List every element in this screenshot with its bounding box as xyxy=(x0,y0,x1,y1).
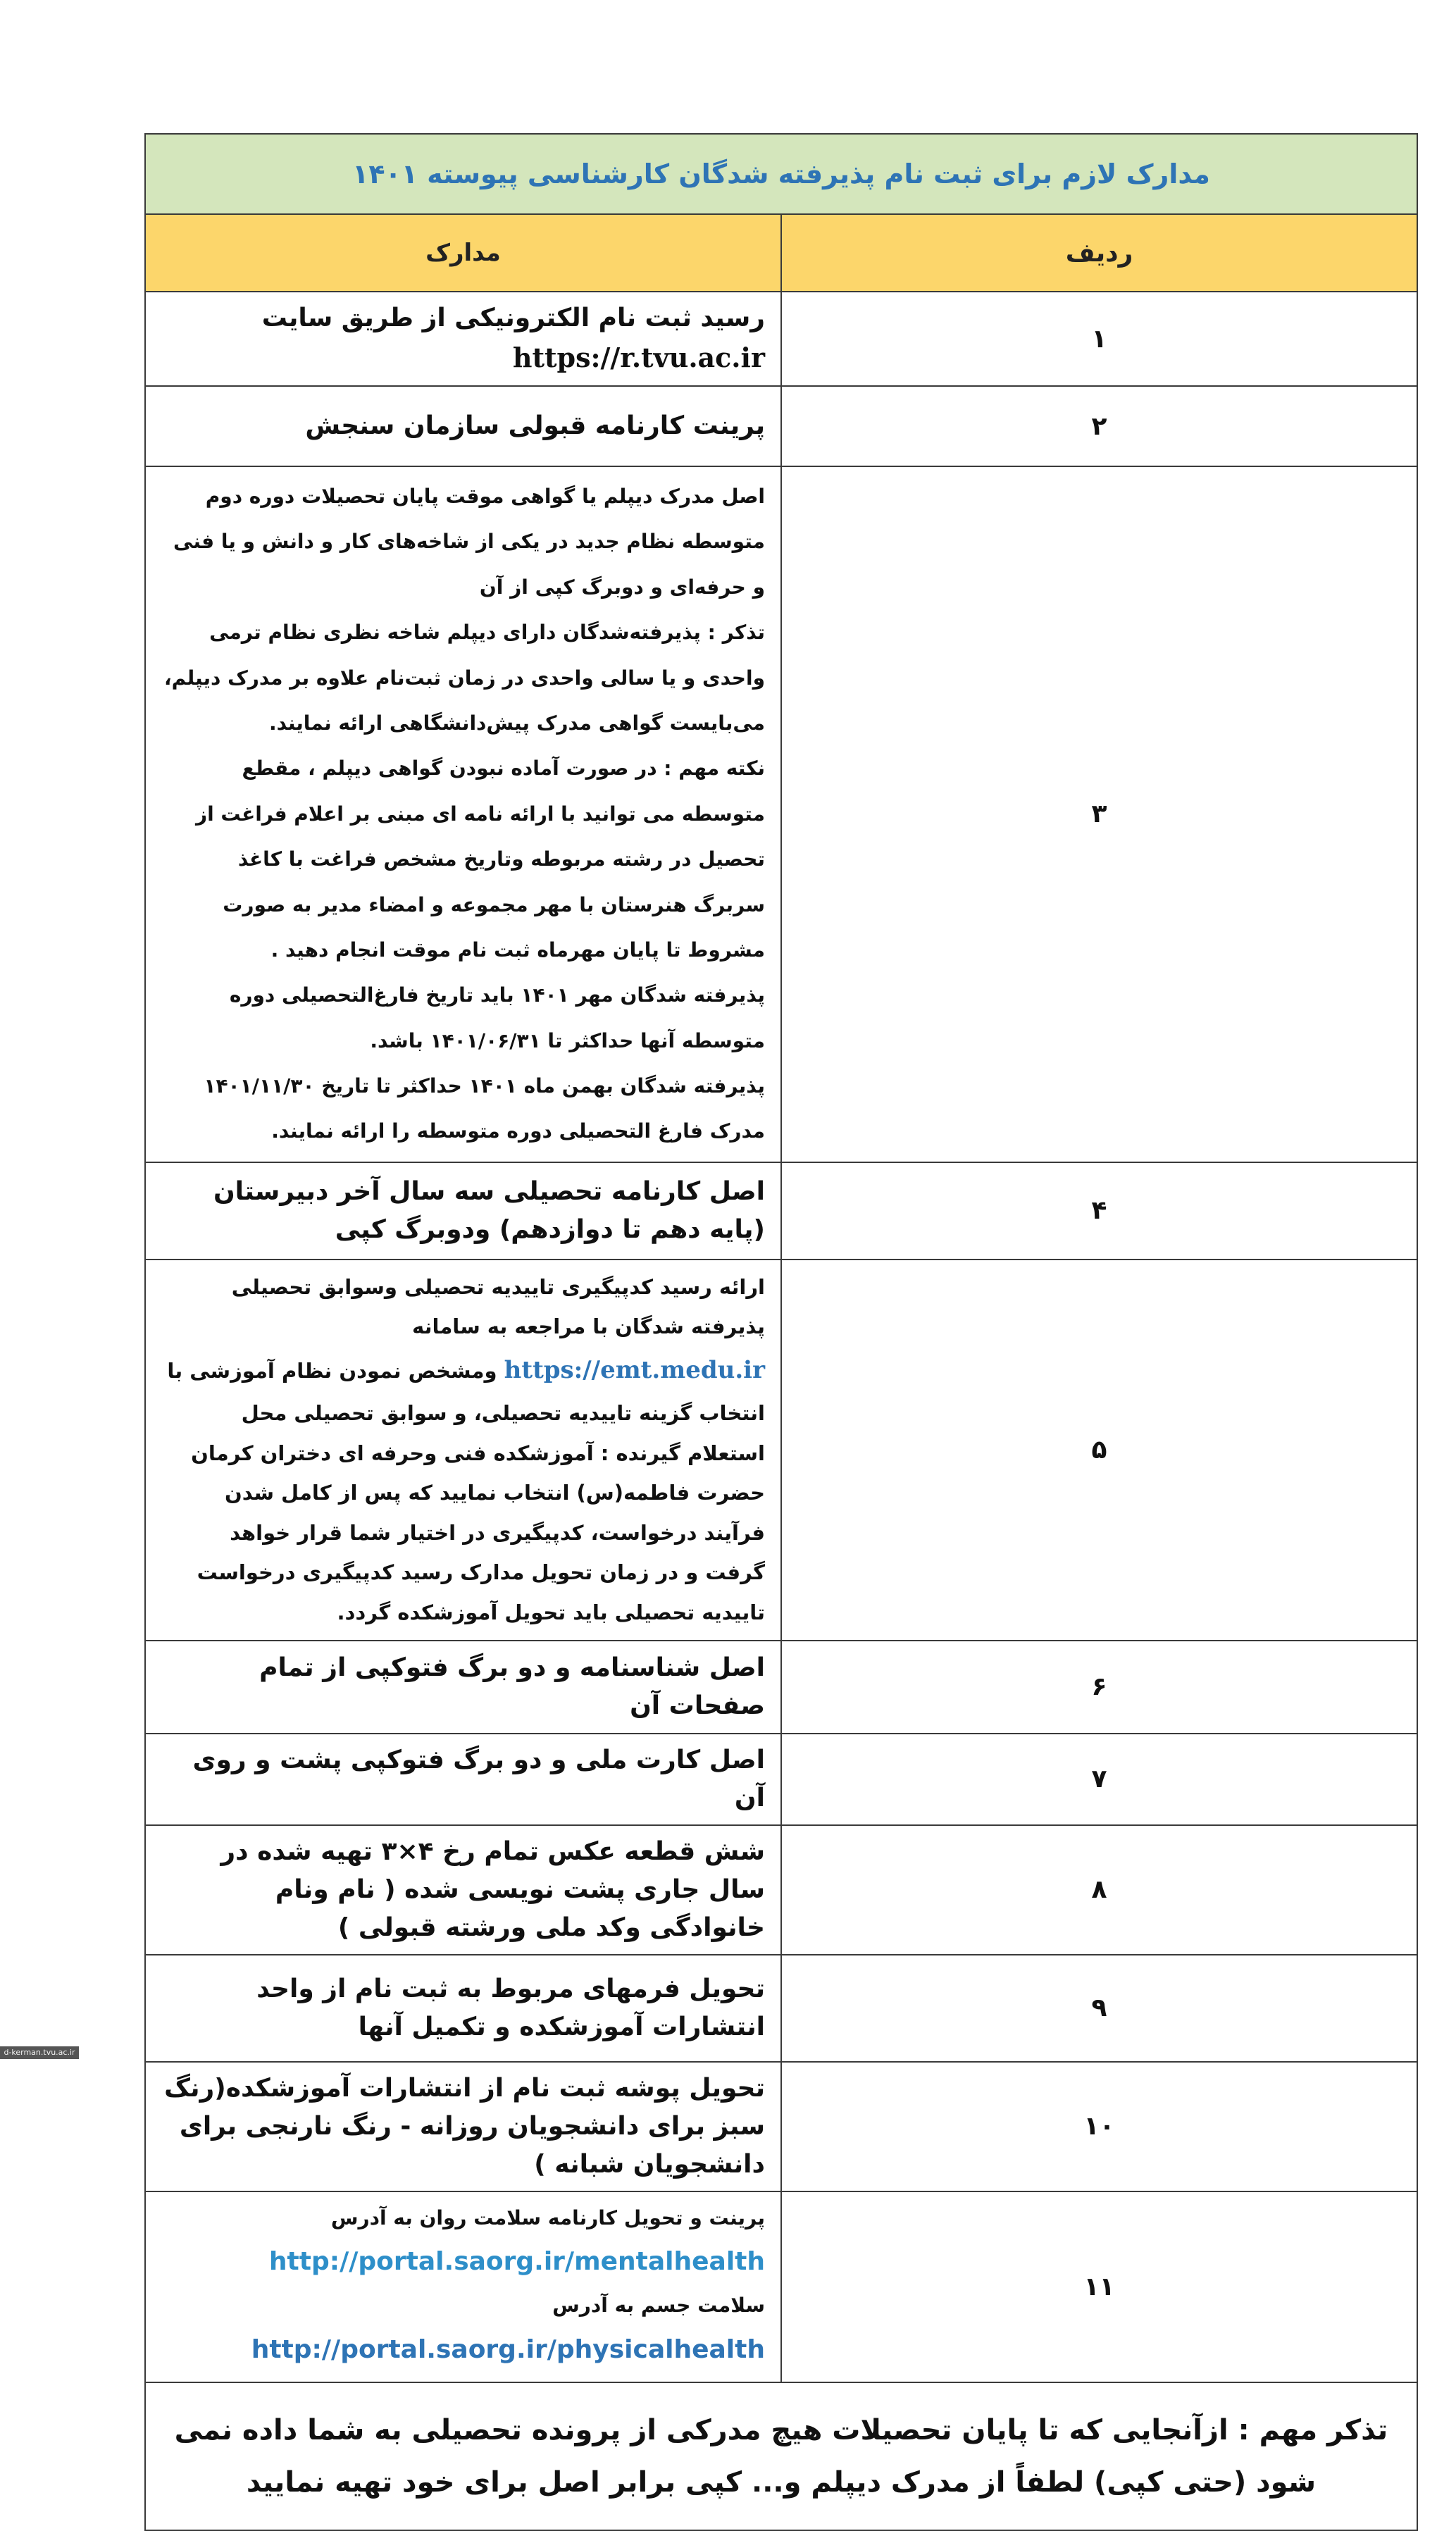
row-line: نکته مهم : در صورت آماده نبودن گواهی دیپلم ، مقطع متوسطه می توانید با ارائه نامه ای مبنی بر اعلام فراغت از تحصیل در رشته مربوطه وتاریخ مشخص فراغت با کاغذ سربرگ هنرستان با مهر مجموعه و امضاء مدیر به صورت مشروط تا پایان مهرماه ثبت نام موقت انجام دهید . xyxy=(195,757,765,962)
table-row xyxy=(145,1260,1417,1641)
mental-health-text: پرینت و تحویل کارنامه سلامت روان به آدرس xyxy=(330,2206,765,2230)
row-number: ۳ xyxy=(781,466,1417,1162)
row-text: پرینت کارنامه قبولی سازمان سنجش xyxy=(145,386,781,466)
row-text-main: رسید ثبت نام الکترونیکی از طریق سایت xyxy=(261,304,765,332)
table-row xyxy=(145,2062,1417,2191)
row-number: ۵ xyxy=(781,1260,1417,1641)
row-number: ۸ xyxy=(781,1825,1417,1955)
row-text-after: ومشخص نمودن نظام آموزشی با انتخاب گزینه تاییدیه تحصیلی، و سوابق تحصیلی محل استعلام گیرنده : آموزشکده فنی وحرفه ای دختران کرمان حضرت فاطمه(س) انتخاب نمایید که پس از کامل شدن فرآیند درخواست، کدپیگیری در اختیار شما قرار خواهد گرفت و در زمان تحویل مدارک رسید کدپیگیری درخواست تاییدیه تحصیلی باید تحویل آموزشکده گردد. xyxy=(167,1358,765,1624)
table-row xyxy=(145,1641,1417,1734)
table-row xyxy=(145,1734,1417,1825)
row-text: اصل شناسنامه و دو برگ فتوکپی از تمام صفحات آن xyxy=(145,1641,781,1734)
table-row xyxy=(145,2191,1417,2383)
table-row xyxy=(145,1955,1417,2062)
row-number: ۱ xyxy=(781,292,1417,386)
table-row xyxy=(145,1825,1417,1955)
row-number: ۹ xyxy=(781,1955,1417,2062)
row-text: شش قطعه عکس تمام رخ ۴×۳ تهیه شده در سال جاری پشت نویسی شده ( نام ونام خانوادگی وکد ملی ورشته قبولی ) xyxy=(145,1825,781,1955)
row-text: تحویل پوشه ثبت نام از انتشارات آموزشکده(رنگ سبز برای دانشجویان روزانه - رنگ نارنجی برای دانشجویان شبانه ) xyxy=(145,2062,781,2191)
table-row xyxy=(145,1162,1417,1260)
site-logo: d-kerman.tvu.ac.ir xyxy=(0,2046,79,2059)
requirements-table xyxy=(144,133,1418,2531)
physical-health-text: سلامت جسم به آدرس xyxy=(552,2294,765,2318)
header-row-number: ردیف xyxy=(781,214,1417,292)
row-text xyxy=(145,2191,781,2383)
physical-health-url-link[interactable]: http://portal.saorg.ir/physicalhealth xyxy=(251,2334,765,2364)
row-text: اصل کارت ملی و دو برگ فتوکپی پشت و روی آن xyxy=(145,1734,781,1825)
emt-url-link[interactable]: https://emt.medu.ir xyxy=(504,1355,765,1384)
table-row xyxy=(145,292,1417,386)
row-line: پذیرفته شدگان بهمن ماه ۱۴۰۱ حداکثر تا تاریخ ۱۴۰۱/۱۱/۳۰ مدرک فارغ التحصیلی دوره متوسطه را ارائه نمایند. xyxy=(204,1074,765,1143)
row-number: ۴ xyxy=(781,1162,1417,1260)
mental-health-url-link[interactable]: http://portal.saorg.ir/mentalhealth xyxy=(268,2247,765,2277)
mental-health-line xyxy=(164,2199,765,2287)
final-important-note: تذکر مهم : ازآنجایی که تا پایان تحصیلات هیچ مدرکی از پرونده تحصیلی به شما داده نمی شود (حتی کپی) لطفاً از مدرک دیپلم و... کپی برابر اصل برای خود تهیه نمایید xyxy=(145,2382,1417,2530)
row-line: اصل مدرک دیپلم یا گواهی موقت پایان تحصیلات دوره دوم متوسطه نظام جدید در یکی از شاخه‌های کار و دانش و یا فنی و حرفه‌ای و دوبرگ کپی از آن xyxy=(173,485,765,599)
table-row xyxy=(145,466,1417,1162)
row-text xyxy=(145,292,781,386)
row-text xyxy=(145,1260,781,1641)
physical-health-line xyxy=(164,2287,765,2375)
row-number: ۱۱ xyxy=(781,2191,1417,2383)
site-url-link[interactable]: https://r.tvu.ac.ir xyxy=(512,342,765,373)
row-number: ۱۰ xyxy=(781,2062,1417,2191)
row-line: پذیرفته شدگان مهر ۱۴۰۱ باید تاریخ فارغ‌التحصیلی دوره متوسطه آنها حداکثر تا ۱۴۰۱/۰۶/۳۱ باشد. xyxy=(229,983,765,1052)
row-number: ۷ xyxy=(781,1734,1417,1825)
row-text xyxy=(145,466,781,1162)
row-line: تذکر : پذیرفته‌شدگان دارای دیپلم شاخه نظری نظام ترمی واحدی و یا سالی واحدی در زمان ثبت‌نام علاوه بر مدرک دیپلم، می‌بایست گواهی مدرک پیش‌دانشگاهی ارائه نمایند. xyxy=(164,621,765,735)
table-title: مدارک لازم برای ثبت نام پذیرفته شدگان کارشناسی پیوسته ۱۴۰۱ xyxy=(145,134,1417,214)
header-documents: مدارک xyxy=(145,214,781,292)
row-text-before: ارائه رسید کدپیگیری تاییدیه تحصیلی وسوابق تحصیلی پذیرفته شدگان با مراجعه به سامانه xyxy=(231,1274,765,1339)
row-number: ۲ xyxy=(781,386,1417,466)
row-number: ۶ xyxy=(781,1641,1417,1734)
row-text: تحویل فرمهای مربوط به ثبت نام از واحد انتشارات آموزشکده و تکمیل آنها xyxy=(145,1955,781,2062)
table-row xyxy=(145,386,1417,466)
row-text: اصل کارنامه تحصیلی سه سال آخر دبیرستان (پایه دهم تا دوازدهم) ودوبرگ کپی xyxy=(145,1162,781,1260)
